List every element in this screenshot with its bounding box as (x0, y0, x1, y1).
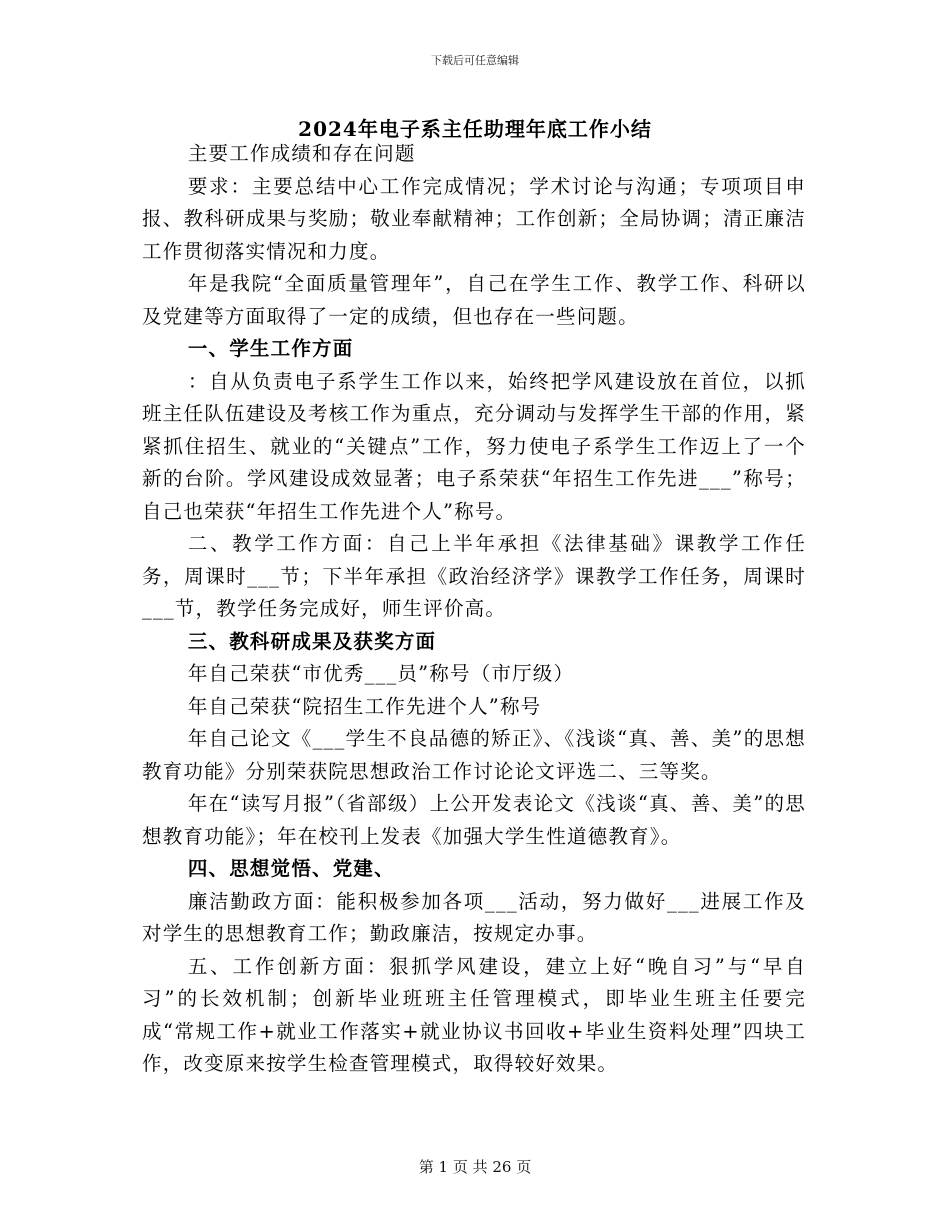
download-note: 下载后可任意编辑 (431, 54, 519, 67)
document-title: 2024年电子系主任助理年底工作小结 (298, 117, 652, 141)
paragraph-integrity: 廉洁勤政方面：能积极参加各项___活动，努力做好___进展工作及对学生的思想教育工作；勤政廉洁，按规定办事。 (142, 889, 806, 945)
document-body (142, 138, 806, 1081)
paragraph-student-work: ：自从负责电子系学生工作以来，始终把学风建设放在首位，以抓班主任队伍建设及考核工作为重点，充分调动与发挥学生干部的作用，紧紧抓住招生、就业的“关键点”工作，努力使电子系学生工作迈上了一个新的台阶。学风建设成效显著；电子系荣获“年招生工作先进___”称号；自己也荣获“年招生工作先进个人”称号。 (142, 369, 806, 523)
heading-research-awards: 三、教科研成果及获奖方面 (187, 629, 437, 653)
paragraph-main-achievements: 主要工作成绩和存在问题 (187, 142, 416, 165)
page-number: 第 1 页 共 26 页 (418, 1158, 532, 1176)
paragraph-innovation: 五、工作创新方面：狠抓学风建设，建立上好“晚自习”与“早自习”的长效机制；创新毕业班班主任管理模式，即毕业生班主任要完成“常规工作+就业工作落实+就业协议书回收+毕业生资料处理”四块工作，改变原来按学生检查管理模式，取得较好效果。 (142, 954, 806, 1075)
paragraph-award-2: 年自己荣获“院招生工作先进个人”称号 (187, 694, 542, 718)
paragraph-intro: 年是我院“全面质量管理年”，自己在学生工作、教学工作、科研以及党建等方面取得了一定的成绩，但也存在一些问题。 (142, 272, 806, 328)
paragraph-award-3: 年自己论文《___学生不良品德的矫正》、《浅谈“真、善、美”的思想教育功能》分别荣获院思想政治工作讨论论文评选二、三等奖。 (142, 727, 806, 783)
heading-party-building: 四、思想觉悟、党建、 (187, 857, 395, 880)
paragraph-award-1: 年自己荣获“市优秀___员”称号（市厅级） (187, 662, 575, 685)
heading-student-work: 一、学生工作方面 (187, 337, 354, 360)
paragraph-requirements: 要求：主要总结中心工作完成情况；学术讨论与沟通；专项项目申报、教科研成果与奖励；敬业奉献精神；工作创新；全局协调；清正廉洁工作贯彻落实情况和力度。 (142, 174, 806, 263)
paragraph-publication: 年在“读写月报”（省部级）上公开发表论文《浅谈“真、善、美”的思想教育功能》；年在校刊上发表《加强大学生性道德教育》。 (142, 792, 806, 848)
paragraph-teaching-work: 二、教学工作方面：自己上半年承担《法律基础》课教学工作任务，周课时___节；下半年承担《政治经济学》课教学工作任务，周课时___节，教学任务完成好，师生评价高。 (142, 532, 806, 620)
